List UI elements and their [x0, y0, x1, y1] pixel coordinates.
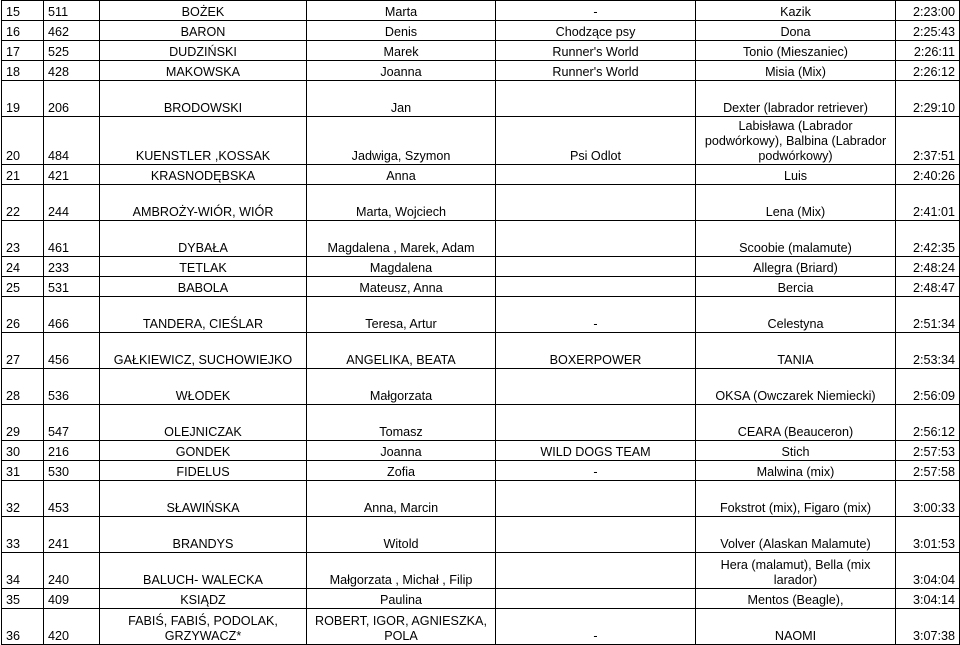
place-cell: 24	[2, 257, 44, 277]
first-name-cell: Joanna	[307, 61, 496, 81]
team-cell	[496, 257, 696, 277]
surname-cell: GONDEK	[100, 441, 307, 461]
first-name-cell: Marta	[307, 1, 496, 21]
bib-number-cell: 233	[44, 257, 100, 277]
surname-cell: GAŁKIEWICZ, SUCHOWIEJKO	[100, 333, 307, 369]
first-name-cell: Zofia	[307, 461, 496, 481]
bib-number-cell: 530	[44, 461, 100, 481]
surname-cell: TETLAK	[100, 257, 307, 277]
table-row	[2, 333, 960, 369]
surname-cell: BOŻEK	[100, 1, 307, 21]
table-row	[2, 481, 960, 517]
team-cell	[496, 165, 696, 185]
time-cell: 2:23:00	[896, 1, 960, 21]
team-cell	[496, 589, 696, 609]
table-row	[2, 441, 960, 461]
bib-number-cell: 241	[44, 517, 100, 553]
time-cell: 3:00:33	[896, 481, 960, 517]
bib-number-cell: 244	[44, 185, 100, 221]
first-name-cell: Jadwiga, Szymon	[307, 117, 496, 165]
team-cell	[496, 553, 696, 589]
table-row	[2, 185, 960, 221]
table-row	[2, 369, 960, 405]
time-cell: 2:57:58	[896, 461, 960, 481]
surname-cell: BALUCH- WALECKA	[100, 553, 307, 589]
dog-cell: Malwina (mix)	[696, 461, 896, 481]
table-row	[2, 21, 960, 41]
bib-number-cell: 531	[44, 277, 100, 297]
table-row	[2, 61, 960, 81]
dog-cell: NAOMI	[696, 609, 896, 645]
table-row	[2, 257, 960, 277]
surname-cell: BRANDYS	[100, 517, 307, 553]
time-cell: 2:29:10	[896, 81, 960, 117]
dog-cell: Dexter (labrador retriever)	[696, 81, 896, 117]
team-cell: Psi Odlot	[496, 117, 696, 165]
team-cell: WILD DOGS TEAM	[496, 441, 696, 461]
results-table-body	[2, 1, 960, 645]
time-cell: 2:26:12	[896, 61, 960, 81]
bib-number-cell: 525	[44, 41, 100, 61]
first-name-cell: Mateusz, Anna	[307, 277, 496, 297]
place-cell: 28	[2, 369, 44, 405]
surname-cell: BRODOWSKI	[100, 81, 307, 117]
surname-cell: FIDELUS	[100, 461, 307, 481]
dog-cell: TANIA	[696, 333, 896, 369]
table-row	[2, 165, 960, 185]
surname-cell: FABIŚ, FABIŚ, PODOLAK, GRZYWACZ*	[100, 609, 307, 645]
dog-cell: Stich	[696, 441, 896, 461]
place-cell: 34	[2, 553, 44, 589]
bib-number-cell: 456	[44, 333, 100, 369]
table-row	[2, 589, 960, 609]
surname-cell: WŁODEK	[100, 369, 307, 405]
time-cell: 2:56:12	[896, 405, 960, 441]
time-cell: 2:57:53	[896, 441, 960, 461]
time-cell: 2:37:51	[896, 117, 960, 165]
place-cell: 20	[2, 117, 44, 165]
place-cell: 32	[2, 481, 44, 517]
table-row	[2, 297, 960, 333]
place-cell: 30	[2, 441, 44, 461]
place-cell: 19	[2, 81, 44, 117]
first-name-cell: Magdalena	[307, 257, 496, 277]
team-cell: -	[496, 609, 696, 645]
first-name-cell: Jan	[307, 81, 496, 117]
place-cell: 31	[2, 461, 44, 481]
results-table	[1, 0, 960, 645]
table-row	[2, 553, 960, 589]
first-name-cell: Tomasz	[307, 405, 496, 441]
dog-cell: Mentos (Beagle),	[696, 589, 896, 609]
table-row	[2, 405, 960, 441]
bib-number-cell: 421	[44, 165, 100, 185]
place-cell: 16	[2, 21, 44, 41]
dog-cell: Fokstrot (mix), Figaro (mix)	[696, 481, 896, 517]
first-name-cell: Małgorzata , Michał , Filip	[307, 553, 496, 589]
first-name-cell: Anna	[307, 165, 496, 185]
bib-number-cell: 409	[44, 589, 100, 609]
bib-number-cell: 428	[44, 61, 100, 81]
table-row	[2, 81, 960, 117]
team-cell: -	[496, 1, 696, 21]
time-cell: 3:04:04	[896, 553, 960, 589]
surname-cell: BARON	[100, 21, 307, 41]
first-name-cell: Witold	[307, 517, 496, 553]
place-cell: 17	[2, 41, 44, 61]
first-name-cell: Teresa, Artur	[307, 297, 496, 333]
surname-cell: TANDERA, CIEŚLAR	[100, 297, 307, 333]
first-name-cell: Magdalena , Marek, Adam	[307, 221, 496, 257]
place-cell: 36	[2, 609, 44, 645]
team-cell: Chodzące psy	[496, 21, 696, 41]
team-cell: -	[496, 461, 696, 481]
place-cell: 18	[2, 61, 44, 81]
dog-cell: Luis	[696, 165, 896, 185]
surname-cell: AMBROŻY-WIÓR, WIÓR	[100, 185, 307, 221]
table-row	[2, 277, 960, 297]
team-cell	[496, 369, 696, 405]
table-row	[2, 461, 960, 481]
first-name-cell: Marta, Wojciech	[307, 185, 496, 221]
dog-cell: OKSA (Owczarek Niemiecki)	[696, 369, 896, 405]
first-name-cell: Małgorzata	[307, 369, 496, 405]
table-row	[2, 517, 960, 553]
dog-cell: Allegra (Briard)	[696, 257, 896, 277]
first-name-cell: Paulina	[307, 589, 496, 609]
place-cell: 25	[2, 277, 44, 297]
team-cell	[496, 81, 696, 117]
dog-cell: Hera (malamut), Bella (mix larador)	[696, 553, 896, 589]
surname-cell: MAKOWSKA	[100, 61, 307, 81]
dog-cell: Bercia	[696, 277, 896, 297]
table-row	[2, 1, 960, 21]
dog-cell: Kazik	[696, 1, 896, 21]
place-cell: 15	[2, 1, 44, 21]
team-cell	[496, 481, 696, 517]
dog-cell: Labisława (Labrador podwórkowy), Balbina (Labrador podwórkowy)	[696, 117, 896, 165]
bib-number-cell: 240	[44, 553, 100, 589]
table-row	[2, 221, 960, 257]
team-cell	[496, 517, 696, 553]
bib-number-cell: 466	[44, 297, 100, 333]
surname-cell: KUENSTLER ,KOSSAK	[100, 117, 307, 165]
bib-number-cell: 206	[44, 81, 100, 117]
team-cell: BOXERPOWER	[496, 333, 696, 369]
bib-number-cell: 216	[44, 441, 100, 461]
place-cell: 27	[2, 333, 44, 369]
surname-cell: DYBAŁA	[100, 221, 307, 257]
time-cell: 2:53:34	[896, 333, 960, 369]
dog-cell: CEARA (Beauceron)	[696, 405, 896, 441]
bib-number-cell: 420	[44, 609, 100, 645]
place-cell: 35	[2, 589, 44, 609]
time-cell: 2:40:26	[896, 165, 960, 185]
time-cell: 2:42:35	[896, 221, 960, 257]
place-cell: 21	[2, 165, 44, 185]
time-cell: 2:56:09	[896, 369, 960, 405]
first-name-cell: Denis	[307, 21, 496, 41]
bib-number-cell: 461	[44, 221, 100, 257]
first-name-cell: Joanna	[307, 441, 496, 461]
surname-cell: BABOLA	[100, 277, 307, 297]
team-cell: Runner's World	[496, 41, 696, 61]
table-row	[2, 41, 960, 61]
time-cell: 2:26:11	[896, 41, 960, 61]
dog-cell: Scoobie (malamute)	[696, 221, 896, 257]
table-row	[2, 117, 960, 165]
bib-number-cell: 462	[44, 21, 100, 41]
place-cell: 33	[2, 517, 44, 553]
bib-number-cell: 536	[44, 369, 100, 405]
dog-cell: Celestyna	[696, 297, 896, 333]
place-cell: 23	[2, 221, 44, 257]
team-cell: -	[496, 297, 696, 333]
time-cell: 2:41:01	[896, 185, 960, 221]
surname-cell: DUDZIŃSKI	[100, 41, 307, 61]
time-cell: 2:48:24	[896, 257, 960, 277]
dog-cell: Misia (Mix)	[696, 61, 896, 81]
team-cell	[496, 221, 696, 257]
dog-cell: Lena (Mix)	[696, 185, 896, 221]
time-cell: 2:51:34	[896, 297, 960, 333]
time-cell: 3:01:53	[896, 517, 960, 553]
surname-cell: OLEJNICZAK	[100, 405, 307, 441]
table-row	[2, 609, 960, 645]
time-cell: 2:48:47	[896, 277, 960, 297]
surname-cell: KRASNODĘBSKA	[100, 165, 307, 185]
dog-cell: Tonio (Mieszaniec)	[696, 41, 896, 61]
time-cell: 3:04:14	[896, 589, 960, 609]
place-cell: 29	[2, 405, 44, 441]
bib-number-cell: 453	[44, 481, 100, 517]
time-cell: 3:07:38	[896, 609, 960, 645]
time-cell: 2:25:43	[896, 21, 960, 41]
place-cell: 26	[2, 297, 44, 333]
first-name-cell: ANGELIKA, BEATA	[307, 333, 496, 369]
bib-number-cell: 511	[44, 1, 100, 21]
surname-cell: KSIĄDZ	[100, 589, 307, 609]
first-name-cell: Marek	[307, 41, 496, 61]
team-cell	[496, 185, 696, 221]
team-cell: Runner's World	[496, 61, 696, 81]
team-cell	[496, 405, 696, 441]
dog-cell: Dona	[696, 21, 896, 41]
dog-cell: Volver (Alaskan Malamute)	[696, 517, 896, 553]
bib-number-cell: 547	[44, 405, 100, 441]
bib-number-cell: 484	[44, 117, 100, 165]
team-cell	[496, 277, 696, 297]
surname-cell: SŁAWIŃSKA	[100, 481, 307, 517]
first-name-cell: ROBERT, IGOR, AGNIESZKA, POLA	[307, 609, 496, 645]
place-cell: 22	[2, 185, 44, 221]
first-name-cell: Anna, Marcin	[307, 481, 496, 517]
